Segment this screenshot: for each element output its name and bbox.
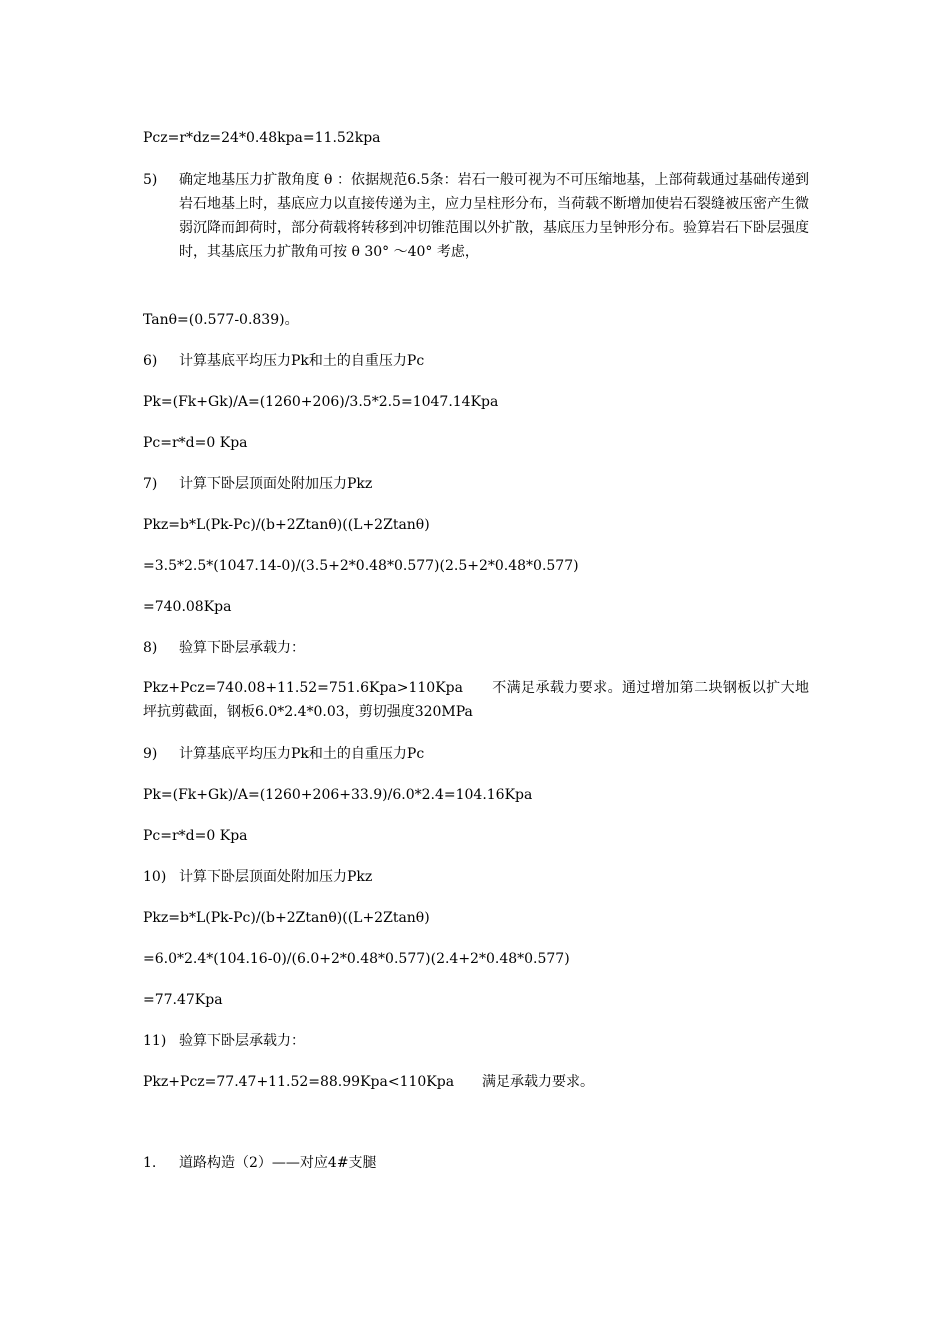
item-11-number: 11) — [143, 1033, 167, 1049]
item-7-heading: 计算下卧层顶面处附加压力Pkz — [179, 476, 373, 492]
pcz-formula: Pcz=r*dz=24*0.48kpa=11.52kpa — [143, 130, 381, 146]
pkz-calculation-1: =3.5*2.5*(1047.14-0)/(3.5+2*0.48*0.577)(2.5+2*0.48*0.577) — [143, 558, 579, 574]
pk-formula-1: Pk=(Fk+Gk)/A=(1260+206)/3.5*2.5=1047.14Kpa — [143, 394, 499, 410]
bearing-check-2: Pkz+Pcz=77.47+11.52=88.99Kpa<110Kpa 满足承载力要求。 — [143, 1074, 595, 1090]
item-5-paragraph: 确定地基压力扩散角度 θ ：依据规范6.5条：岩石一般可视为不可压缩地基，上部荷载通过基础传递到岩石地基上时，基底应力以直接传递为主，应力呈柱形分布，当荷载不断增加使岩石裂缝被压密产生微弱沉降而卸荷时，部分荷载将转移到冲切锥范围以外扩散，基底压力呈钟形分布。验算岩石下卧层强度时，其基底压力扩散角可按 θ 30° ～40° 考虑， — [179, 172, 809, 260]
item-11-heading: 验算下卧层承载力： — [179, 1033, 305, 1049]
item-9-heading: 计算基底平均压力Pk和土的自重压力Pc — [179, 746, 425, 762]
item-5-number: 5) — [143, 172, 158, 188]
tan-theta-range: Tanθ=(0.577-0.839)。 — [143, 312, 299, 328]
pc-formula-2: Pc=r*d=0 Kpa — [143, 828, 248, 844]
pk-formula-2: Pk=(Fk+Gk)/A=(1260+206+33.9)/6.0*2.4=104.16Kpa — [143, 787, 533, 803]
item-10-number: 10) — [143, 869, 167, 885]
pc-formula-1: Pc=r*d=0 Kpa — [143, 435, 248, 451]
pkz-result-2: =77.47Kpa — [143, 992, 223, 1008]
section-number: 1. — [143, 1155, 157, 1171]
item-6-heading: 计算基底平均压力Pk和土的自重压力Pc — [179, 353, 425, 369]
section-title: 道路构造（2）——对应4#支腿 — [179, 1155, 377, 1171]
item-8-heading: 验算下卧层承载力： — [179, 640, 305, 656]
item-6-number: 6) — [143, 353, 158, 369]
item-10-heading: 计算下卧层顶面处附加压力Pkz — [179, 869, 373, 885]
pkz-formula-2: Pkz=b*L(Pk-Pc)/(b+2Ztanθ)((L+2Ztanθ) — [143, 910, 430, 926]
item-9-number: 9) — [143, 746, 158, 762]
bearing-check-1: Pkz+Pcz=740.08+11.52=751.6Kpa>110Kpa 不满足承载力要求。通过增加第二块钢板以扩大地坪抗剪截面，钢板6.0*2.4*0.03，剪切强度320MPa — [143, 680, 809, 720]
pkz-calculation-2: =6.0*2.4*(104.16-0)/(6.0+2*0.48*0.577)(2.4+2*0.48*0.577) — [143, 951, 570, 967]
item-7-number: 7) — [143, 476, 158, 492]
pkz-result-1: =740.08Kpa — [143, 599, 232, 615]
pkz-formula-1: Pkz=b*L(Pk-Pc)/(b+2Ztanθ)((L+2Ztanθ) — [143, 517, 430, 533]
item-8-number: 8) — [143, 640, 158, 656]
